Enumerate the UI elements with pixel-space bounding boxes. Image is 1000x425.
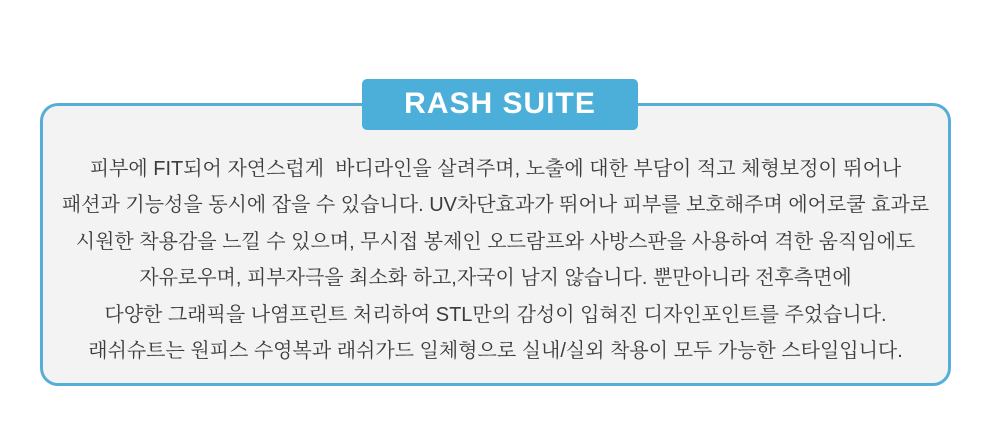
description-panel: [40, 103, 951, 386]
description-line: 패션과 기능성을 동시에 잡을 수 있습니다. UV차단효과가 뛰어나 피부를 보호해주며 에어로쿨 효과로: [61, 194, 930, 217]
description-line: 피부에 FIT되어 자연스럽게 바디라인을 살려주며, 노출에 대한 부담이 적고 체형보정이 뛰어나: [89, 158, 902, 180]
product-description: [43, 151, 948, 369]
description-line: 자유로우며, 피부자극을 최소화 하고,자국이 남지 않습니다. 뿐만아니라 전후측면에: [139, 267, 852, 290]
title-badge-label: RASH SUITE: [404, 86, 596, 120]
description-line: 다양한 그래픽을 나염프린트 처리하여 STL만의 감성이 입혀진 디자인포인트를 주었습니다.: [104, 303, 887, 326]
title-badge: [362, 79, 638, 130]
description-line: 시원한 착용감을 느낄 수 있으며, 무시접 봉제인 오드람프와 사방스판을 사용하여 격한 움직임에도: [75, 230, 916, 253]
description-line: 래쉬슈트는 원피스 수영복과 래쉬가드 일체형으로 실내/실외 착용이 모두 가능한 스타일입니다.: [88, 340, 903, 363]
